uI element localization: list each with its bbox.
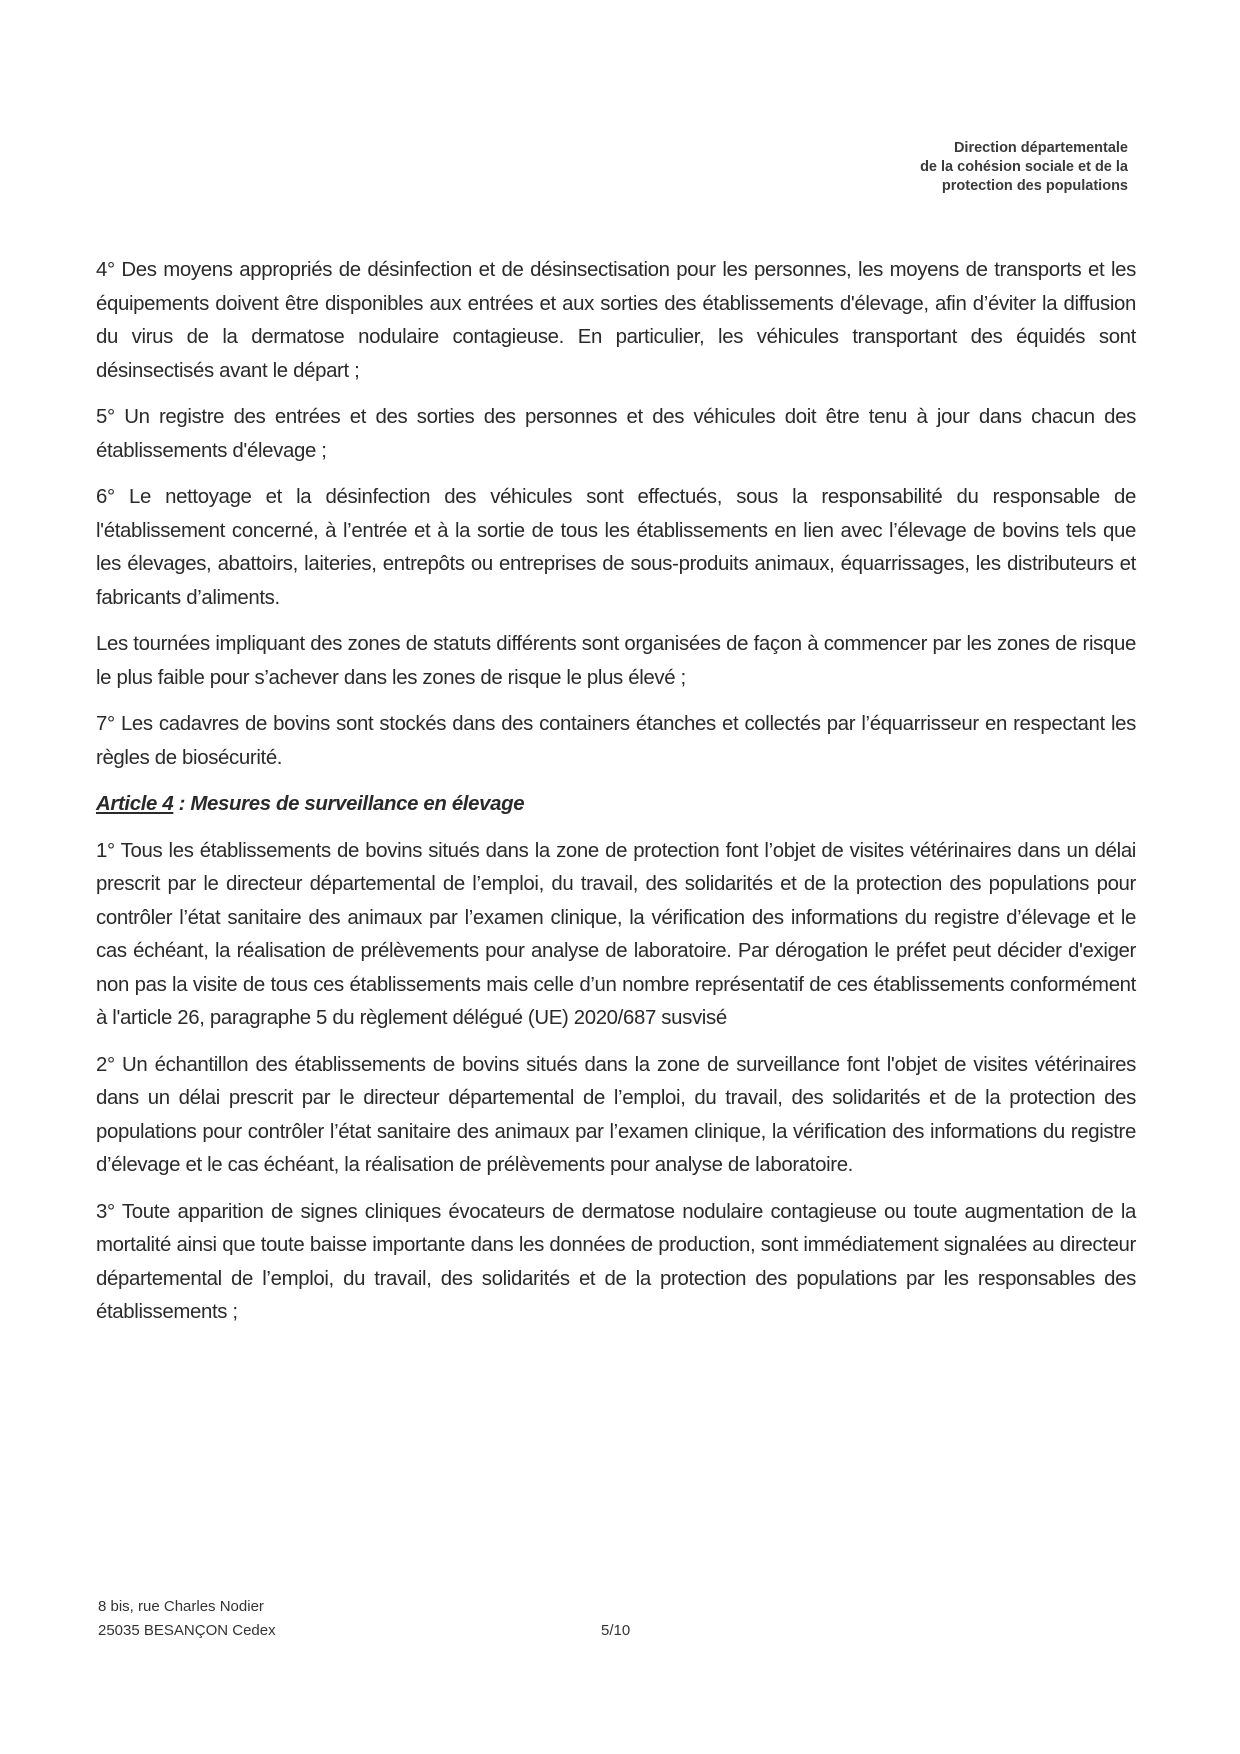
paragraph-item-5: 5° Un registre des entrées et des sorties des personnes et des véhicules doit être tenu à jour dans chacun des établissements d'élevage ;: [96, 406, 1136, 462]
paragraph-item-6: 6° Le nettoyage et la désinfection des véhicules sont effectués, sous la responsabilité du responsable de l'établissement concerné, à l’entrée et à la sortie de tous les établissements en lien avec l’élevage de bovins tels que les élevages, abattoirs, laiteries, entrepôts ou entreprises de sous-produits animaux, équarrissages, les distributeurs et fabricants d’aliments.: [96, 486, 1136, 609]
footer-address: [98, 1595, 276, 1643]
article-4-heading: [96, 788, 1136, 822]
paragraph-tournees: Les tournées impliquant des zones de statuts différents sont organisées de façon à commencer par les zones de risque le plus faible pour s’achever dans les zones de risque le plus élevé ;: [96, 633, 1136, 689]
article-number: Article 4: [96, 793, 174, 815]
header-line: protection des populations: [941, 178, 1128, 194]
issuing-authority-header: [920, 139, 1128, 196]
paragraph-item-7: 7° Les cadavres de bovins sont stockés dans des containers étanches et collectés par l’équarrisseur en respectant les règles de biosécurité.: [96, 713, 1136, 769]
header-line: de la cohésion sociale et de la: [920, 159, 1128, 175]
article-4-item-3: 3° Toute apparition de signes cliniques évocateurs de dermatose nodulaire contagieuse ou toute augmentation de la mortalité ainsi que toute baisse importante dans les données de production, sont immédiatement signalées au directeur départemental de l’emploi, du travail, des solidarités et de la protection des populations par les responsables des établissements ;: [96, 1200, 1136, 1323]
document-body: [96, 254, 1136, 1343]
article-4-item-2: 2° Un échantillon des établissements de bovins situés dans la zone de surveillance font l'objet de visites vétérinaires dans un délai prescrit par le directeur départemental de l’emploi, du travail, des solidarités et de la protection des populations pour contrôler l’état sanitaire des animaux par l’examen clinique, la vérification des informations du registre d’élevage et le cas échéant, la réalisation de prélèvements pour analyse de laboratoire.: [96, 1053, 1136, 1176]
article-title: : Mesures de surveillance en élevage: [173, 793, 525, 815]
address-line: 8 bis, rue Charles Nodier: [98, 1598, 264, 1615]
paragraph-item-4: 4° Des moyens appropriés de désinfection et de désinsectisation pour les personnes, les moyens de transports et les équipements doivent être disponibles aux entrées et aux sorties des établissements d'élevage, afin d’éviter la diffusion du virus de la dermatose nodulaire contagieuse. En particulier, les véhicules transportant des équidés sont désinsectisés avant le départ ;: [96, 259, 1136, 382]
page-number: 5/10: [601, 1622, 631, 1639]
header-line: Direction départementale: [953, 140, 1128, 156]
address-line: 25035 BESANÇON Cedex: [98, 1622, 276, 1639]
article-4-item-1: 1° Tous les établissements de bovins situés dans la zone de protection font l’objet de visites vétérinaires dans un délai prescrit par le directeur départemental de l’emploi, du travail, des solidarités et de la protection des populations pour contrôler l’état sanitaire des animaux par l’examen clinique, la vérification des informations du registre d’élevage et le cas échéant, la réalisation de prélèvements pour analyse de laboratoire. Par dérogation le préfet peut décider d'exiger non pas la visite de tous ces établissements mais celle d’un nombre représentatif de ces établissements conformément à l'article 26, paragraphe 5 du règlement délégué (UE) 2020/687 susvisé: [96, 839, 1136, 1029]
